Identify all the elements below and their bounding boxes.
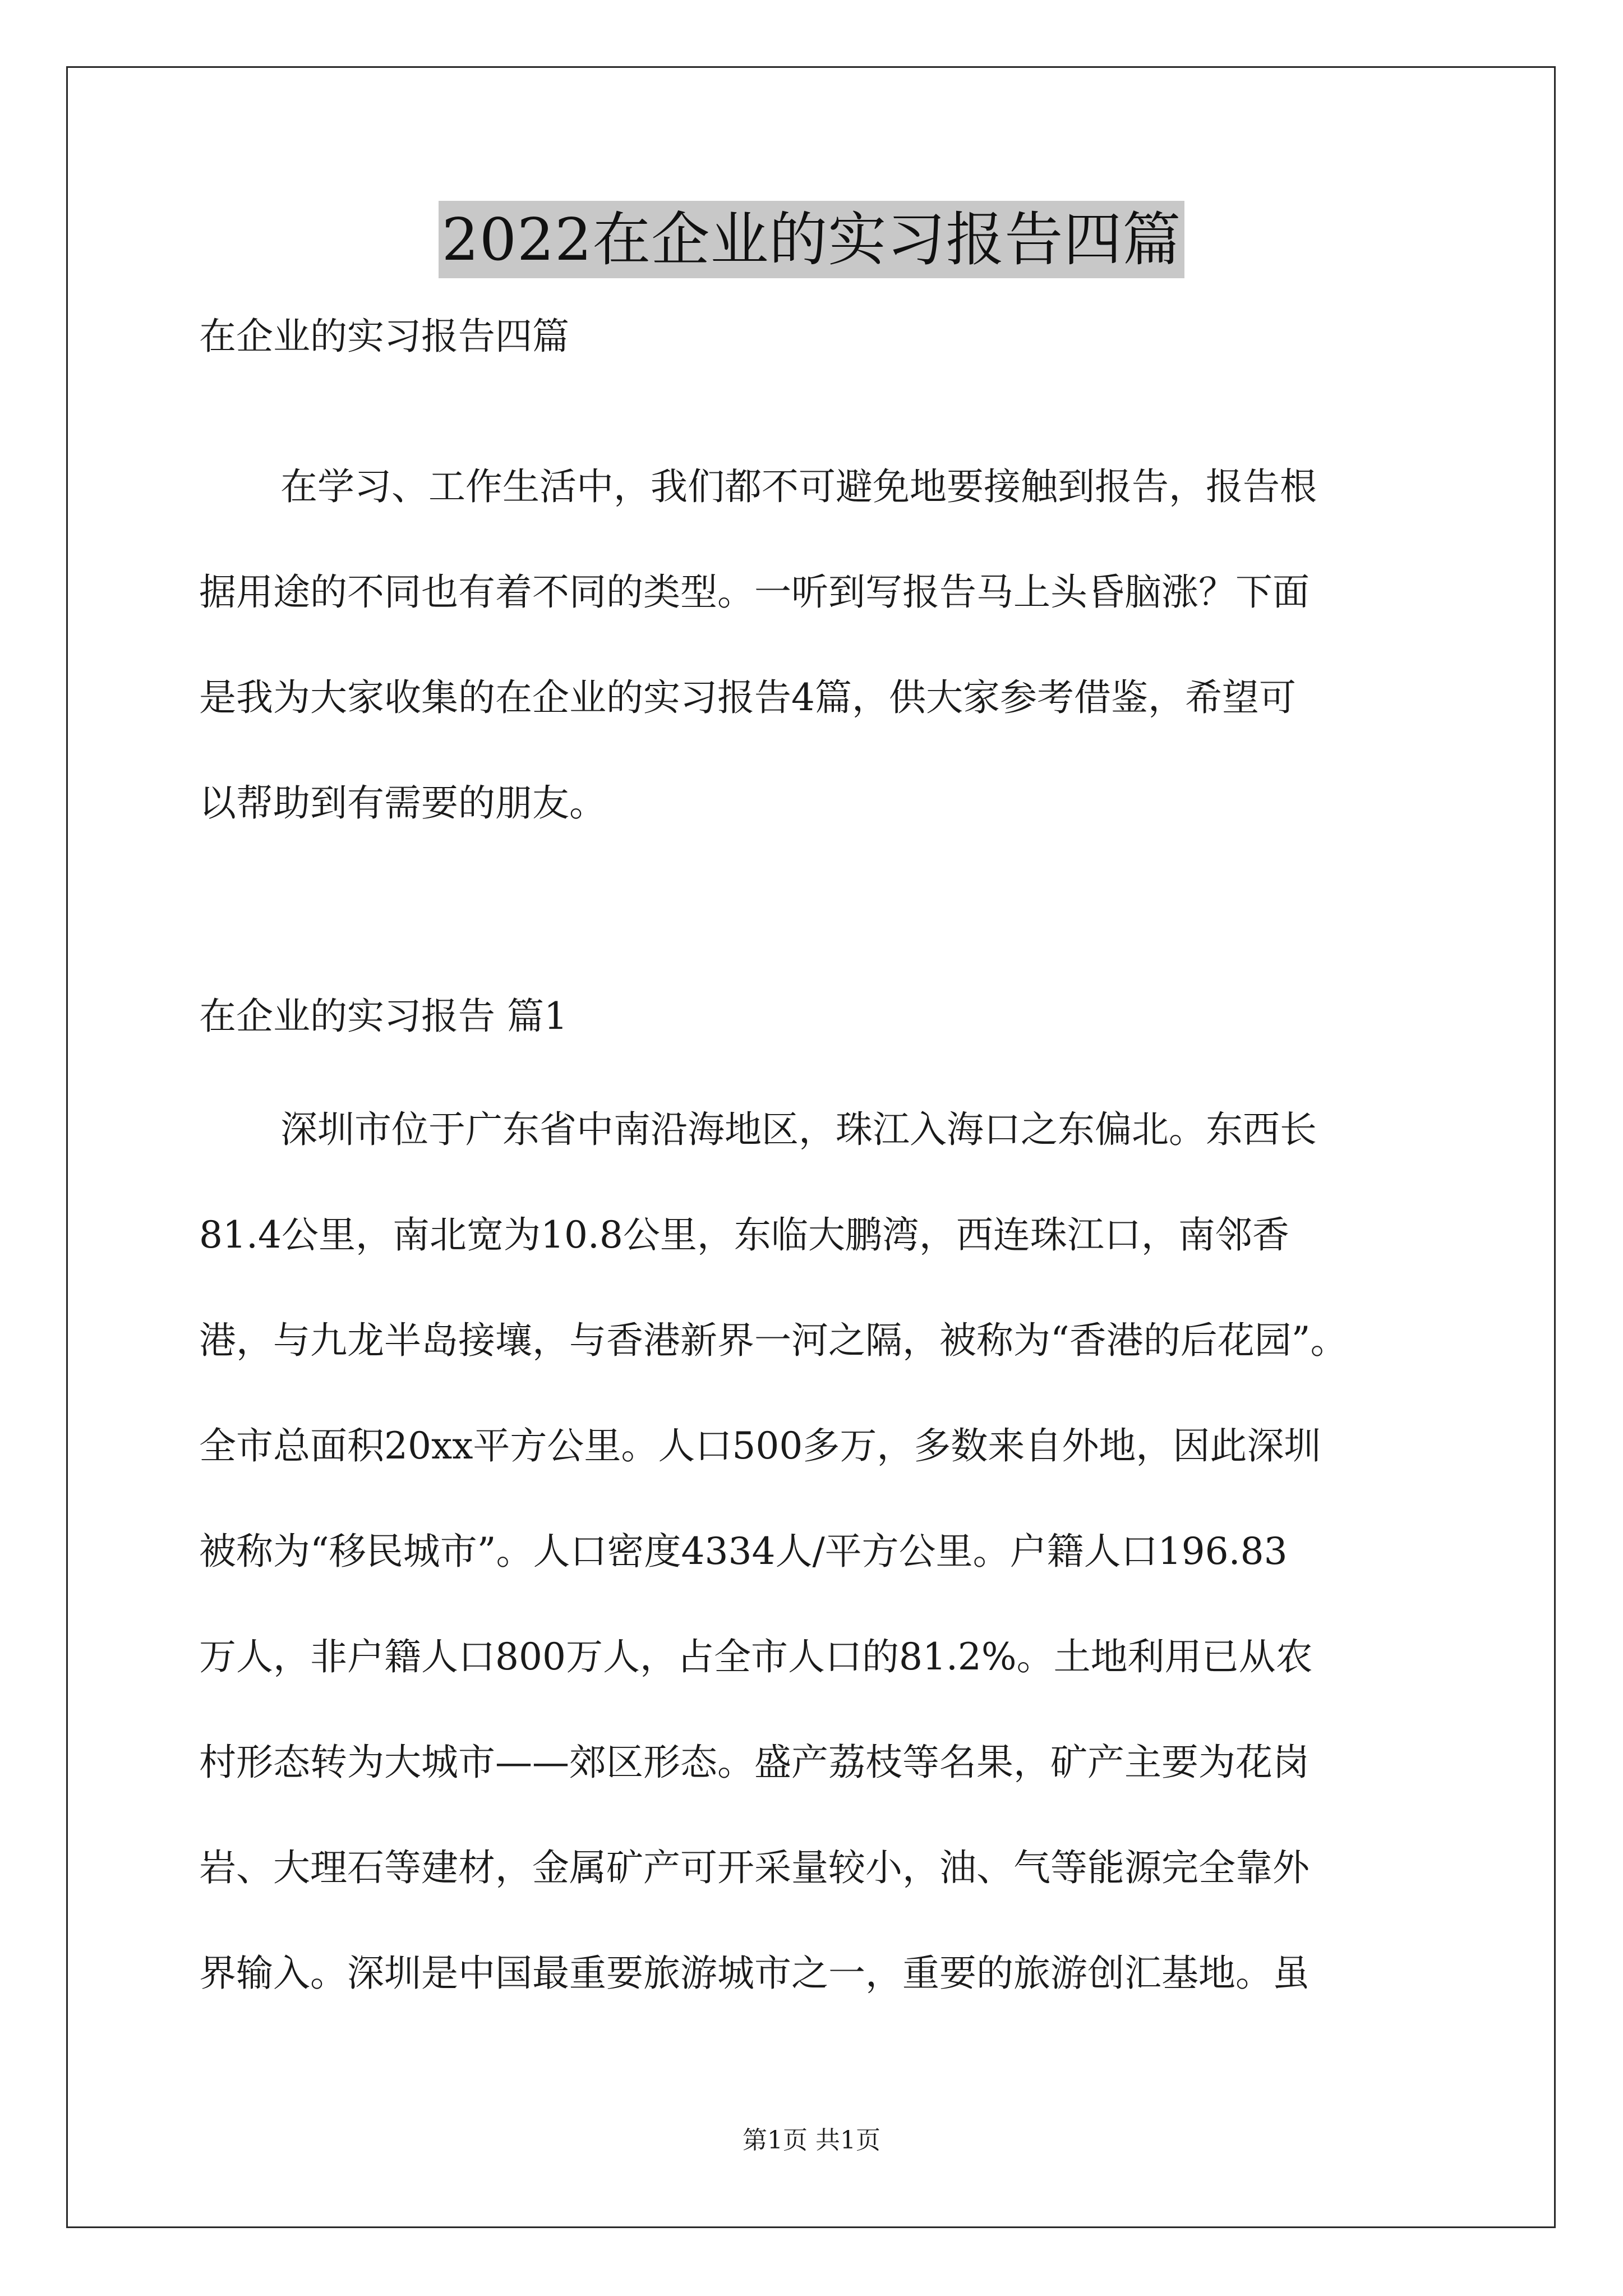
section-line-2: 81.4公里，南北宽为10.8公里，东临大鹏湾，西连珠江口，南邻香 bbox=[199, 1213, 1289, 1257]
title-container bbox=[0, 201, 1623, 278]
section-line-6: 万人，非户籍人口800万人，占全市人口的81.2%。土地利用已从农 bbox=[199, 1635, 1313, 1678]
page-footer: 第1页 共1页 bbox=[743, 2126, 880, 2155]
section-line-1: 深圳市位于广东省中南沿海地区，珠江入海口之东偏北。东西长 bbox=[280, 1108, 1317, 1151]
intro-line-3: 是我为大家收集的在企业的实习报告4篇，供大家参考借鉴，希望可 bbox=[199, 676, 1296, 719]
intro-line-2: 据用途的不同也有着不同的类型。一听到写报告马上头昏脑涨？下面 bbox=[199, 570, 1310, 614]
intro-line-1: 在学习、工作生活中，我们都不可避免地要接触到报告，报告根 bbox=[280, 465, 1317, 508]
section-line-5: 被称为“移民城市”。人口密度4334人/平方公里。户籍人口196.83 bbox=[199, 1530, 1288, 1573]
document-subtitle: 在企业的实习报告四篇 bbox=[199, 315, 569, 358]
document-title: 2022在企业的实习报告四篇 bbox=[439, 201, 1185, 278]
section-line-9: 界输入。深圳是中国最重要旅游城市之一，重要的旅游创汇基地。虽 bbox=[199, 1952, 1310, 1995]
section-heading: 在企业的实习报告 篇1 bbox=[199, 995, 568, 1038]
section-line-8: 岩、大理石等建材，金属矿产可开采量较小，油、气等能源完全靠外 bbox=[199, 1846, 1310, 1889]
intro-line-4: 以帮助到有需要的朋友。 bbox=[199, 781, 606, 825]
section-line-7: 村形态转为大城市——郊区形态。盛产荔枝等名果，矿产主要为花岗 bbox=[199, 1741, 1310, 1784]
section-line-3: 港，与九龙半岛接壤，与香港新界一河之隔，被称为“香港的后花园”。 bbox=[199, 1319, 1348, 1362]
section-line-4: 全市总面积20xx平方公里。人口500多万，多数来自外地，因此深圳 bbox=[199, 1424, 1321, 1467]
